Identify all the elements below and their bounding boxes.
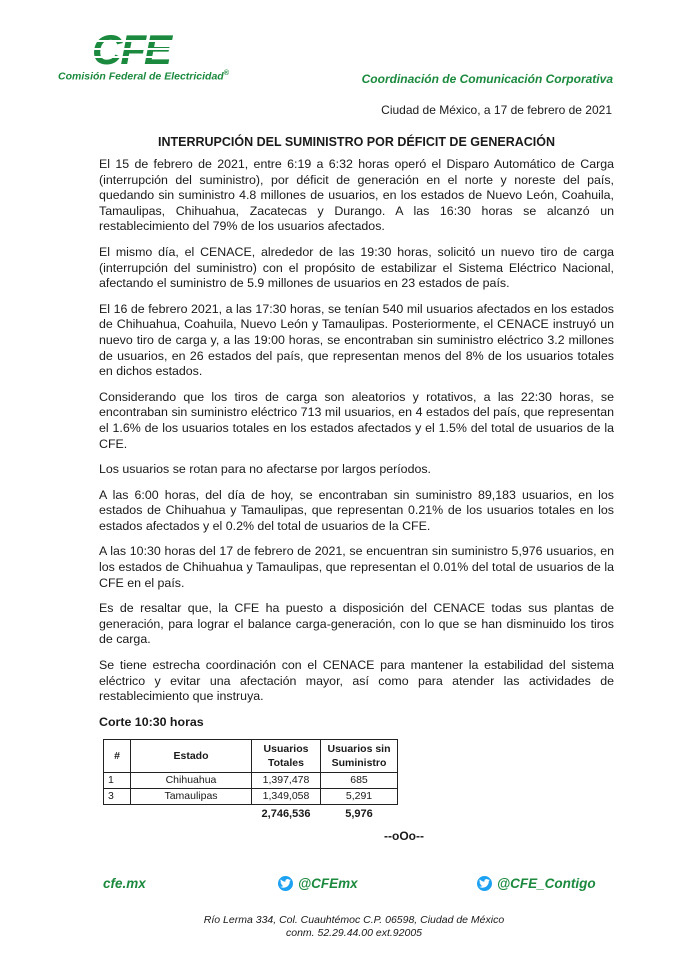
- department-name: Coordinación de Comunicación Corporativa: [361, 72, 613, 86]
- col-header-num: #: [104, 739, 131, 772]
- outage-table: [103, 739, 398, 823]
- table-header-row: [104, 739, 398, 772]
- twitter-link-cfemx[interactable]: [278, 876, 358, 891]
- total-usuarios-sin-suministro: 5,976: [345, 807, 373, 820]
- paragraph: A las 10:30 horas del 17 de febrero de 2021, se encuentran sin suministro 5,976 usuarios, en los estados de Chihuahua y Tamaulipas, que representan el 0.01% del total de usuarios de la CFE en el país.: [99, 544, 614, 590]
- twitter-icon: [278, 876, 293, 891]
- paragraph: Considerando que los tiros de carga son aleatorios y rotativos, a las 22:30 horas, se encontraban sin suministro eléctrico 713 mil usuarios, en 4 estados del país, que representan el 1.6% de los usuarios totales en los estados afectados y el 1.5% del total de usuarios de la CFE.: [99, 389, 614, 451]
- dateline: Ciudad de México, a 17 de febrero de 2021: [381, 103, 612, 117]
- twitter-handle: @CFEmx: [298, 876, 358, 891]
- table-total-row: [104, 804, 398, 823]
- cell-estado: Chihuahua: [131, 772, 252, 788]
- paragraph: El 16 de febrero 2021, a las 17:30 horas, se tenían 540 mil usuarios afectados en los estados de Chihuahua, Coahuila, Nuevo León y Tamaulipas. Posteriormente, el CENACE instruyó un nuevo tiro de carga y, a las 19:00 horas, se encontraban sin suministro eléctrico 3.2 millones de usuarios, en 26 estados del país, que representan menos del 8% de los usuarios totales en dichos estados.: [99, 301, 614, 379]
- cell-totales: 1,397,478: [252, 772, 321, 788]
- col-header-usuarios-sin-suministro: Usuarios sin Suministro: [321, 739, 398, 772]
- twitter-link-cfe-contigo[interactable]: [477, 876, 596, 891]
- website-text: cfe.mx: [103, 876, 146, 891]
- website-link[interactable]: [103, 876, 146, 891]
- table-row: [104, 772, 398, 788]
- col-header-estado: Estado: [131, 739, 252, 772]
- cell-sin-suministro: 685: [321, 772, 398, 788]
- paragraph: Se tiene estrecha coordinación con el CENACE para mantener la estabilidad del sistema eléctrico y evitar una afectación mayor, así como para atender las actividades de restablecimiento que instruya.: [99, 658, 614, 704]
- paragraph: El mismo día, el CENACE, alrededor de las 19:30 horas, solicitó un nuevo tiro de carga (interrupción del suministro) con el propósito de estabilizar el Sistema Eléctrico Nacional, afectando el suministro de 5.9 millones de usuarios en 23 estados de país.: [99, 244, 614, 291]
- total-usuarios-totales: 2,746,536: [261, 807, 311, 820]
- twitter-icon: [477, 876, 492, 891]
- table-row: [104, 788, 398, 804]
- phone-line: conm. 52.29.44.00 ext.92005: [285, 927, 423, 939]
- cell-totales: 1,349,058: [252, 788, 321, 804]
- closing-mark: --oOo--: [384, 828, 424, 843]
- document-title: INTERRUPCIÓN DEL SUMINISTRO POR DÉFICIT DE GENERACIÓN: [157, 135, 555, 149]
- footer-address: [0, 914, 686, 940]
- paragraph: A las 6:00 horas, del día de hoy, se encontraban sin suministro 89,183 usuarios, en los estados de Chihuahua y Tamaulipas, que representan 0.21% de los usuarios totales en los estados afectados y el 0.2% del total de usuarios de la CFE.: [99, 487, 614, 533]
- twitter-handle: @CFE_Contigo: [497, 876, 596, 891]
- cell-estado: Tamaulipas: [131, 788, 252, 804]
- svg-text:CFE: CFE: [92, 26, 170, 73]
- address-line: Río Lerma 334, Col. Cuauhtémoc C.P. 06598, Ciudad de México: [203, 914, 505, 926]
- col-header-usuarios-totales: Usuarios Totales: [252, 739, 321, 772]
- paragraph: Es de resaltar que, la CFE ha puesto a disposición del CENACE todas sus plantas de generación, para lograr el balance carga-generación, con lo que se han disminuido los tiros de carga.: [99, 601, 614, 647]
- document-body: [99, 157, 614, 843]
- paragraph: El 15 de febrero de 2021, entre 6:19 a 6:32 horas operó el Disparo Automático de Carga (interrupción del suministro), por déficit de generación en el norte y noreste del país, quedando sin suministro 4.8 millones de usuarios, en los estados de Nuevo León, Coahuila, Tamaulipas, Chihuahua, Zacatecas y Durango. A las 16:30 horas se alcanzó un restablecimiento del 79% de los usuarios afectados.: [99, 157, 614, 234]
- organization-name: Comisión Federal de Electricidad®: [58, 70, 229, 83]
- cell-sin-suministro: 5,291: [321, 788, 398, 804]
- cell-num: 3: [104, 788, 131, 804]
- cell-num: 1: [104, 772, 131, 788]
- table-caption: Corte 10:30 horas: [99, 714, 204, 729]
- paragraph: Los usuarios se rotan para no afectarse por largos períodos.: [99, 462, 431, 477]
